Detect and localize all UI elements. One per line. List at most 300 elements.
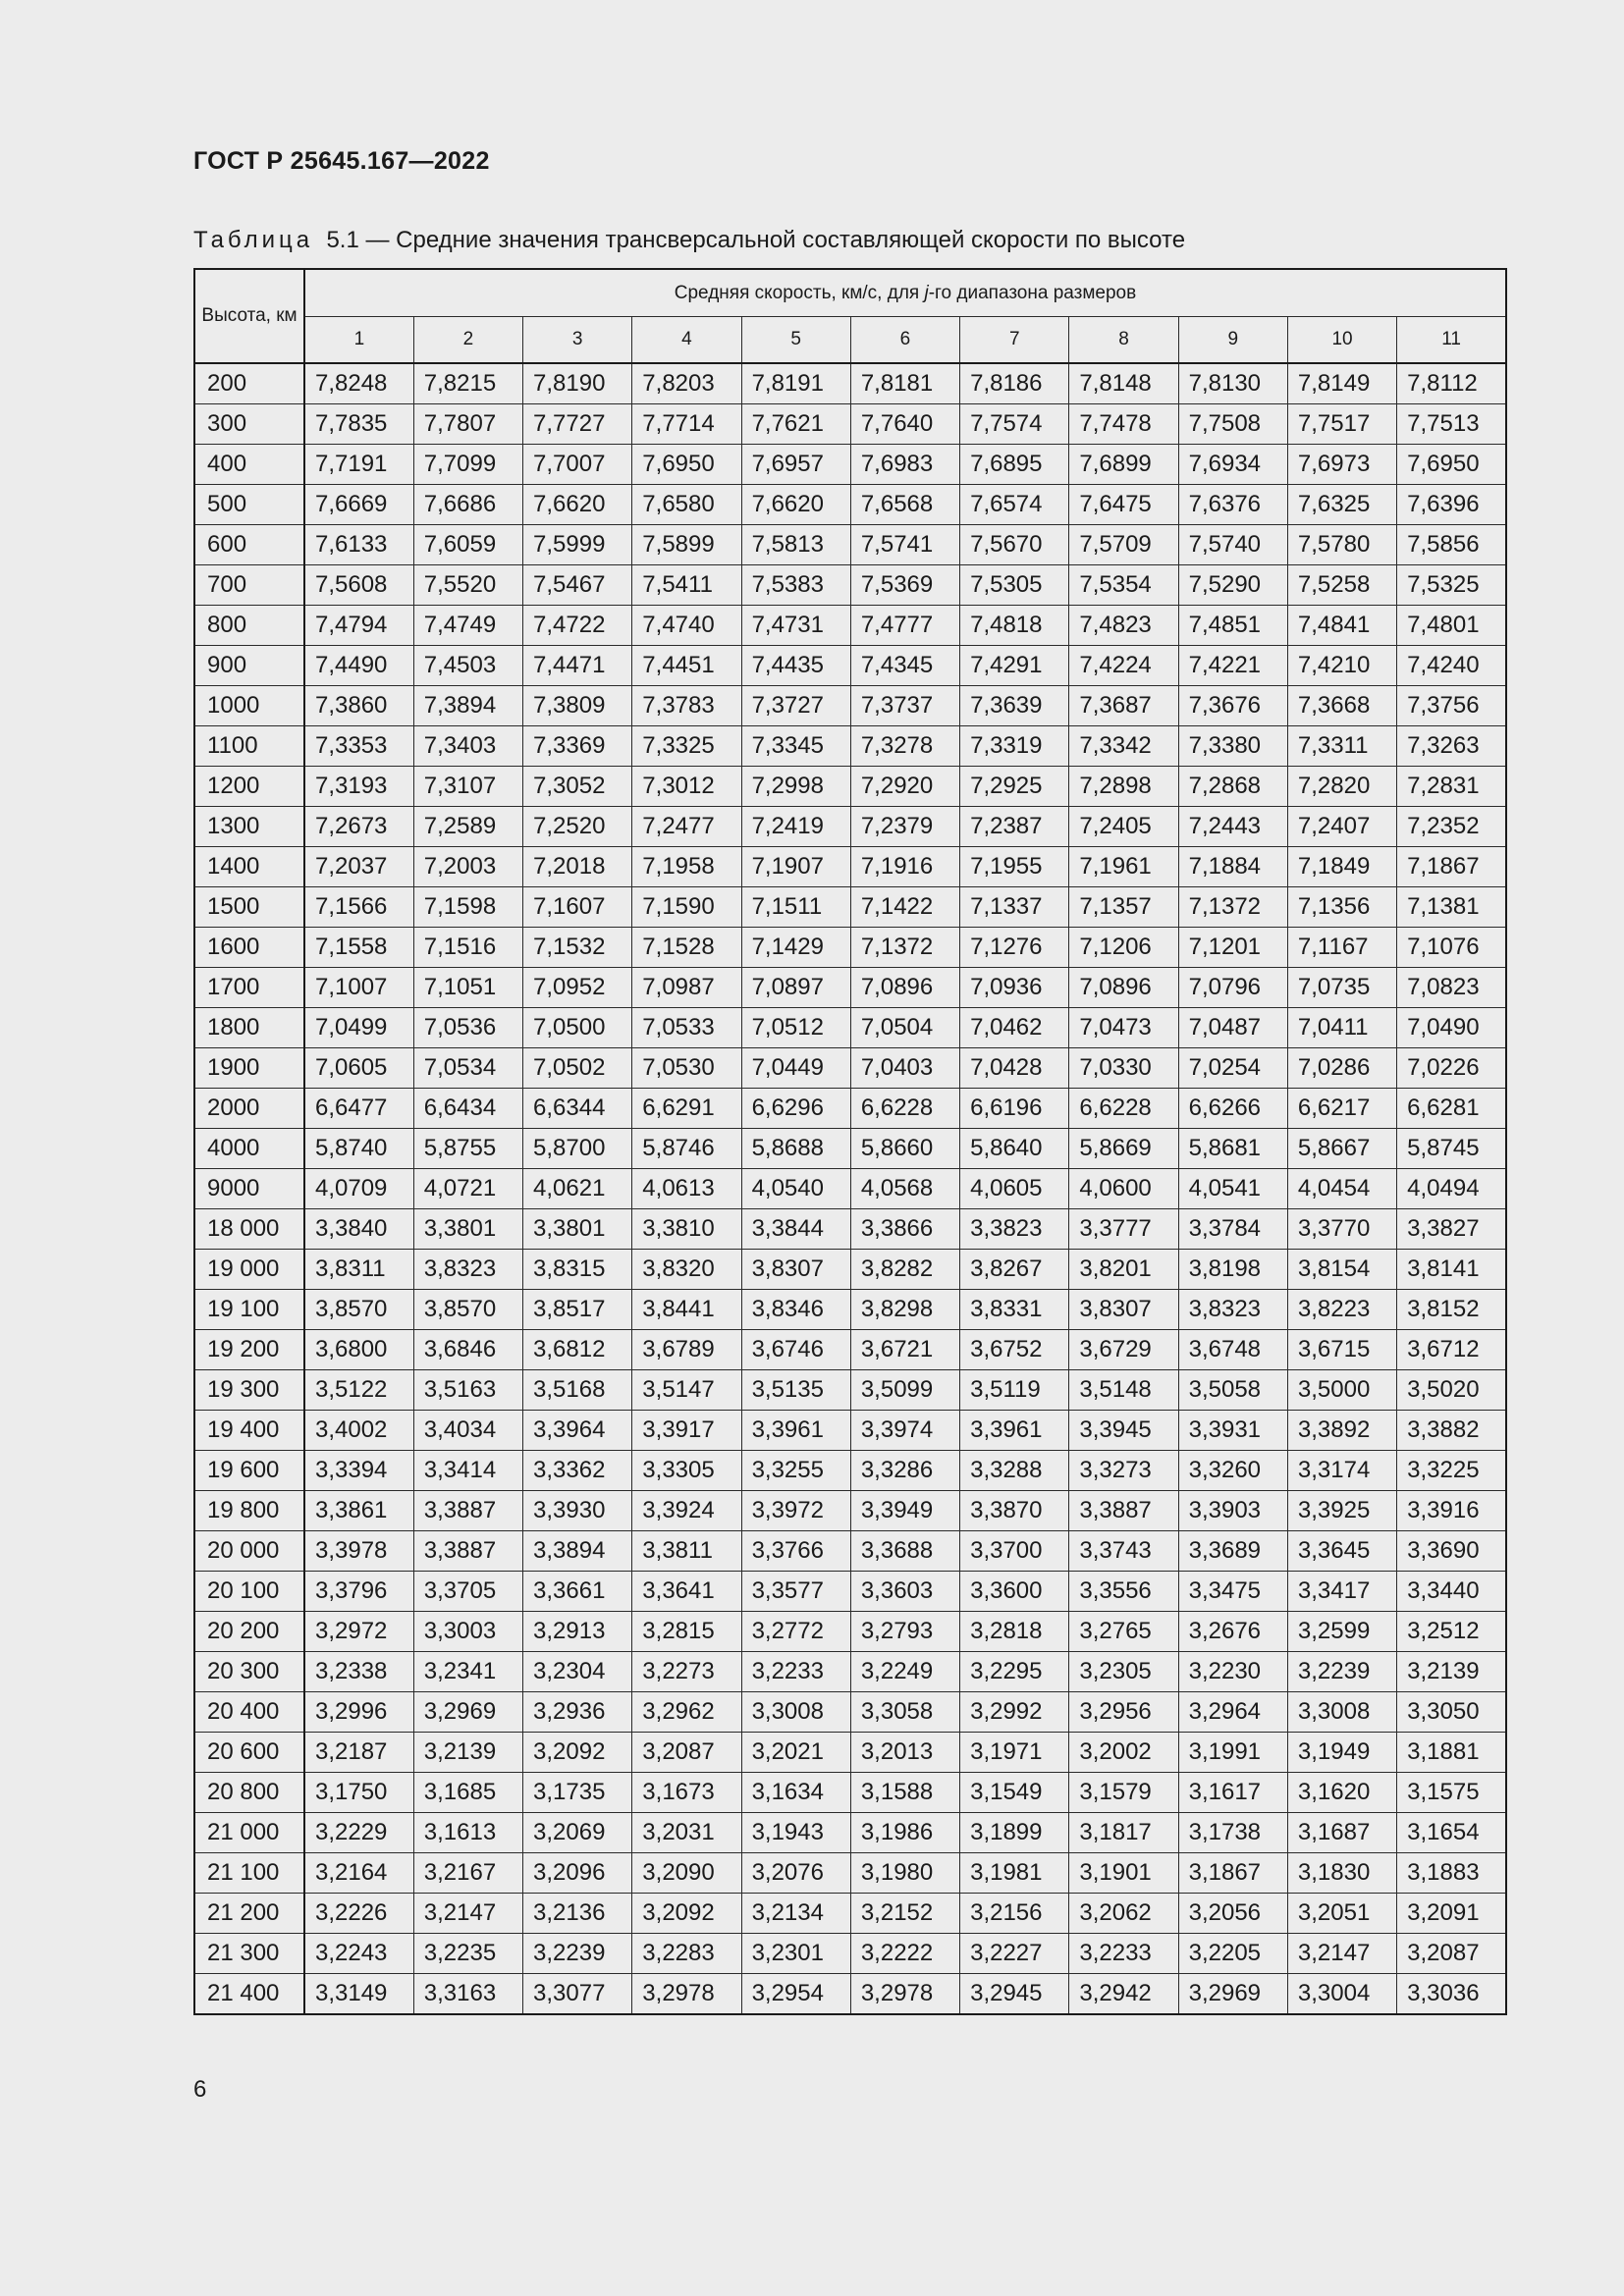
speed-cell: 7,5709 [1069,525,1178,565]
speed-cell: 7,4291 [960,646,1069,686]
altitude-cell: 800 [194,606,304,646]
speed-cell: 3,2978 [632,1974,741,2015]
speed-cell: 4,0709 [304,1169,413,1209]
speed-cell: 3,8282 [850,1250,959,1290]
speed-cell: 7,3687 [1069,686,1178,726]
speed-cell: 4,0494 [1397,1169,1506,1209]
speed-cell: 7,2443 [1178,807,1287,847]
speed-cell: 7,1511 [741,887,850,928]
speed-cell: 7,6325 [1287,485,1396,525]
speed-cell: 7,7714 [632,404,741,445]
speed-cell: 7,1528 [632,928,741,968]
altitude-cell: 700 [194,565,304,606]
speed-cell: 3,5119 [960,1370,1069,1411]
speed-cell: 3,2954 [741,1974,850,2015]
speed-cell: 7,3737 [850,686,959,726]
altitude-cell: 21 400 [194,1974,304,2015]
altitude-cell: 19 200 [194,1330,304,1370]
speed-cell: 7,6580 [632,485,741,525]
speed-cell: 7,2589 [413,807,522,847]
speed-cell: 3,1899 [960,1813,1069,1853]
speed-cell: 3,6748 [1178,1330,1287,1370]
speed-cell: 6,6344 [523,1089,632,1129]
speed-cell: 3,1620 [1287,1773,1396,1813]
speed-cell: 7,1867 [1397,847,1506,887]
altitude-cell: 9000 [194,1169,304,1209]
speed-cell: 6,6477 [304,1089,413,1129]
speed-cell: 3,2239 [1287,1652,1396,1692]
speed-cell: 5,8746 [632,1129,741,1169]
speed-cell: 3,3690 [1397,1531,1506,1572]
speed-cell: 7,3639 [960,686,1069,726]
speed-cell: 7,1558 [304,928,413,968]
speed-cell: 4,0541 [1178,1169,1287,1209]
speed-cell: 7,3809 [523,686,632,726]
speed-cell: 3,2233 [1069,1934,1178,1974]
speed-cell: 3,2599 [1287,1612,1396,1652]
speed-cell: 7,0487 [1178,1008,1287,1048]
speed-cell: 7,3342 [1069,726,1178,767]
speed-cell: 7,4490 [304,646,413,686]
speed-cell: 7,6669 [304,485,413,525]
speed-cell: 7,6895 [960,445,1069,485]
table-row [194,445,1506,485]
speed-cell: 7,0502 [523,1048,632,1089]
speed-cell: 3,5163 [413,1370,522,1411]
speed-cell: 7,0512 [741,1008,850,1048]
speed-cell: 7,0411 [1287,1008,1396,1048]
speed-cell: 3,1883 [1397,1853,1506,1894]
speed-cell: 3,1980 [850,1853,959,1894]
speed-cell: 7,7640 [850,404,959,445]
speed-cell: 3,4002 [304,1411,413,1451]
altitude-cell: 900 [194,646,304,686]
speed-cell: 3,3823 [960,1209,1069,1250]
speed-cell: 4,0621 [523,1169,632,1209]
speed-cell: 3,1575 [1397,1773,1506,1813]
speed-cell: 7,8203 [632,363,741,404]
speed-cell: 3,3972 [741,1491,850,1531]
speed-cell: 7,6957 [741,445,850,485]
speed-cell: 7,1849 [1287,847,1396,887]
speed-cell: 7,0536 [413,1008,522,1048]
speed-cell: 7,8215 [413,363,522,404]
speed-cell: 7,0605 [304,1048,413,1089]
speed-cell: 3,3255 [741,1451,850,1491]
speed-cell: 3,8298 [850,1290,959,1330]
table-row [194,1008,1506,1048]
altitude-cell: 19 000 [194,1250,304,1290]
speed-cell: 3,1881 [1397,1733,1506,1773]
speed-cell: 7,5411 [632,565,741,606]
altitude-cell: 200 [194,363,304,404]
speed-cell: 3,3810 [632,1209,741,1250]
speed-cell: 7,5354 [1069,565,1178,606]
speed-cell: 3,3903 [1178,1491,1287,1531]
speed-cell: 3,2229 [304,1813,413,1853]
speed-cell: 6,6296 [741,1089,850,1129]
speed-cell: 7,5670 [960,525,1069,565]
speed-cell: 7,4801 [1397,606,1506,646]
speed-cell: 3,2164 [304,1853,413,1894]
speed-cell: 7,0936 [960,968,1069,1008]
altitude-cell: 21 300 [194,1934,304,1974]
speed-cell: 7,3052 [523,767,632,807]
speed-cell: 3,3945 [1069,1411,1178,1451]
speed-cell: 3,3840 [304,1209,413,1250]
page-number: 6 [193,2076,207,2103]
speed-cell: 3,3003 [413,1612,522,1652]
speed-cell: 5,8688 [741,1129,850,1169]
speed-cell: 3,2226 [304,1894,413,1934]
speed-cell: 3,1687 [1287,1813,1396,1853]
column-header: 10 [1287,317,1396,364]
speed-cell: 3,2051 [1287,1894,1396,1934]
speed-cell: 3,2031 [632,1813,741,1853]
speed-cell: 3,2205 [1178,1934,1287,1974]
table-row [194,1330,1506,1370]
speed-cell: 3,2092 [632,1894,741,1934]
speed-cell: 3,2972 [304,1612,413,1652]
speed-cell: 7,6574 [960,485,1069,525]
speed-cell: 3,2091 [1397,1894,1506,1934]
speed-cell: 7,6620 [741,485,850,525]
table-row [194,1894,1506,1934]
speed-cell: 7,5520 [413,565,522,606]
speed-cell: 7,1167 [1287,928,1396,968]
speed-cell: 7,0530 [632,1048,741,1089]
speed-cell: 3,8517 [523,1290,632,1330]
speed-cell: 3,1867 [1178,1853,1287,1894]
altitude-cell: 19 800 [194,1491,304,1531]
speed-cell: 3,2243 [304,1934,413,1974]
speed-cell: 7,6899 [1069,445,1178,485]
speed-cell: 7,3369 [523,726,632,767]
speed-cell: 7,1051 [413,968,522,1008]
speed-cell: 7,1007 [304,968,413,1008]
speed-cell: 7,3676 [1178,686,1287,726]
speed-cell: 7,5608 [304,565,413,606]
speed-cell: 3,2969 [1178,1974,1287,2015]
speed-header [304,269,1506,317]
speed-cell: 3,2996 [304,1692,413,1733]
speed-cell: 3,6846 [413,1330,522,1370]
speed-cell: 7,2920 [850,767,959,807]
speed-cell: 3,2913 [523,1612,632,1652]
speed-cell: 3,3163 [413,1974,522,2015]
speed-cell: 7,6475 [1069,485,1178,525]
speed-cell: 3,5058 [1178,1370,1287,1411]
speed-cell: 6,6228 [850,1089,959,1129]
speed-cell: 3,3149 [304,1974,413,2015]
speed-cell: 3,3036 [1397,1974,1506,2015]
speed-cell: 3,2964 [1178,1692,1287,1733]
speed-cell: 3,3260 [1178,1451,1287,1491]
speed-cell: 7,7621 [741,404,850,445]
speed-cell: 4,0568 [850,1169,959,1209]
speed-cell: 7,4851 [1178,606,1287,646]
speed-cell: 7,0428 [960,1048,1069,1089]
altitude-cell: 19 300 [194,1370,304,1411]
altitude-cell: 2000 [194,1089,304,1129]
altitude-cell: 20 800 [194,1773,304,1813]
table-row [194,1209,1506,1250]
speed-cell: 5,8681 [1178,1129,1287,1169]
speed-cell: 7,5383 [741,565,850,606]
speed-cell: 7,7508 [1178,404,1287,445]
speed-header-after: -го диапазона размеров [928,282,1137,303]
speed-cell: 3,3949 [850,1491,959,1531]
speed-cell: 3,3050 [1397,1692,1506,1733]
speed-cell: 7,4731 [741,606,850,646]
speed-cell: 5,8700 [523,1129,632,1169]
speed-cell: 7,3319 [960,726,1069,767]
speed-cell: 7,4841 [1287,606,1396,646]
table-row [194,928,1506,968]
altitude-cell: 21 100 [194,1853,304,1894]
speed-cell: 7,3193 [304,767,413,807]
altitude-cell: 1800 [194,1008,304,1048]
speed-cell: 7,7513 [1397,404,1506,445]
speed-cell: 3,2942 [1069,1974,1178,2015]
speed-cell: 7,6950 [632,445,741,485]
speed-cell: 7,4435 [741,646,850,686]
speed-cell: 7,1422 [850,887,959,928]
speed-cell: 3,2152 [850,1894,959,1934]
speed-cell: 7,2379 [850,807,959,847]
speed-cell: 3,3844 [741,1209,850,1250]
speed-cell: 7,0286 [1287,1048,1396,1089]
speed-cell: 3,2305 [1069,1652,1178,1692]
speed-cell: 3,2139 [1397,1652,1506,1692]
speed-cell: 7,2831 [1397,767,1506,807]
altitude-cell: 20 100 [194,1572,304,1612]
speed-cell: 4,0600 [1069,1169,1178,1209]
column-header: 3 [523,317,632,364]
speed-cell: 7,3668 [1287,686,1396,726]
speed-cell: 7,5780 [1287,525,1396,565]
altitude-cell: 600 [194,525,304,565]
altitude-header: Высота, км [194,269,304,363]
speed-cell: 5,8640 [960,1129,1069,1169]
speed-cell: 7,8148 [1069,363,1178,404]
speed-cell: 3,2815 [632,1612,741,1652]
speed-cell: 7,3311 [1287,726,1396,767]
speed-cell: 3,3861 [304,1491,413,1531]
speed-cell: 7,4722 [523,606,632,646]
speed-cell: 3,2002 [1069,1733,1178,1773]
speed-cell: 7,3894 [413,686,522,726]
speed-cell: 7,6568 [850,485,959,525]
speed-cell: 3,3827 [1397,1209,1506,1250]
speed-cell: 6,6217 [1287,1089,1396,1129]
speed-cell: 3,1654 [1397,1813,1506,1853]
speed-cell: 5,8669 [1069,1129,1178,1169]
speed-cell: 3,2676 [1178,1612,1287,1652]
speed-cell: 3,8570 [413,1290,522,1330]
speed-cell: 3,8307 [1069,1290,1178,1330]
speed-cell: 7,7727 [523,404,632,445]
altitude-cell: 1300 [194,807,304,847]
speed-cell: 3,3689 [1178,1531,1287,1572]
speed-cell: 3,1588 [850,1773,959,1813]
altitude-cell: 500 [194,485,304,525]
column-header: 9 [1178,317,1287,364]
speed-cell: 3,3766 [741,1531,850,1572]
table-row [194,1572,1506,1612]
speed-cell: 7,6983 [850,445,959,485]
speed-cell: 7,7191 [304,445,413,485]
speed-cell: 3,8331 [960,1290,1069,1330]
speed-cell: 7,1337 [960,887,1069,928]
table-row [194,1652,1506,1692]
table-row [194,363,1506,404]
speed-cell: 3,3556 [1069,1572,1178,1612]
speed-cell: 3,6721 [850,1330,959,1370]
speed-cell: 3,2069 [523,1813,632,1853]
speed-cell: 3,2818 [960,1612,1069,1652]
table-row [194,767,1506,807]
speed-cell: 7,2898 [1069,767,1178,807]
speed-cell: 3,3770 [1287,1209,1396,1250]
speed-cell: 7,8112 [1397,363,1506,404]
speed-cell: 7,4240 [1397,646,1506,686]
speed-cell: 7,4740 [632,606,741,646]
speed-cell: 7,0504 [850,1008,959,1048]
speed-cell: 3,3784 [1178,1209,1287,1250]
speed-cell: 3,3288 [960,1451,1069,1491]
speed-cell: 7,1955 [960,847,1069,887]
speed-cell: 7,1607 [523,887,632,928]
speed-cell: 3,2013 [850,1733,959,1773]
speed-cell: 7,3107 [413,767,522,807]
speed-cell: 3,2076 [741,1853,850,1894]
speed-cell: 3,2765 [1069,1612,1178,1652]
speed-cell: 7,1276 [960,928,1069,968]
speed-table [193,268,1507,2015]
speed-cell: 6,6434 [413,1089,522,1129]
speed-cell: 3,1817 [1069,1813,1178,1853]
speed-cell: 3,3700 [960,1531,1069,1572]
speed-cell: 3,3305 [632,1451,741,1491]
speed-cell: 7,7574 [960,404,1069,445]
speed-cell: 3,2167 [413,1853,522,1894]
speed-cell: 3,3974 [850,1411,959,1451]
speed-cell: 7,6973 [1287,445,1396,485]
altitude-cell: 300 [194,404,304,445]
speed-cell: 7,2405 [1069,807,1178,847]
speed-cell: 3,1738 [1178,1813,1287,1853]
speed-cell: 7,2820 [1287,767,1396,807]
speed-cell: 7,4345 [850,646,959,686]
speed-cell: 3,3801 [523,1209,632,1250]
table-body [194,363,1506,2014]
speed-cell: 3,2512 [1397,1612,1506,1652]
speed-cell: 3,3417 [1287,1572,1396,1612]
speed-cell: 3,1579 [1069,1773,1178,1813]
column-header: 5 [741,317,850,364]
speed-cell: 3,2092 [523,1733,632,1773]
speed-cell: 6,6228 [1069,1089,1178,1129]
speed-cell: 6,6266 [1178,1089,1287,1129]
altitude-cell: 1900 [194,1048,304,1089]
speed-cell: 7,6950 [1397,445,1506,485]
altitude-cell: 19 100 [194,1290,304,1330]
document-header: ГОСТ Р 25645.167—2022 [193,147,490,175]
speed-cell: 7,7007 [523,445,632,485]
speed-cell: 7,8248 [304,363,413,404]
speed-cell: 7,1206 [1069,928,1178,968]
speed-cell: 3,8570 [304,1290,413,1330]
speed-cell: 7,0254 [1178,1048,1287,1089]
speed-cell: 7,5467 [523,565,632,606]
speed-cell: 3,8315 [523,1250,632,1290]
speed-cell: 7,1429 [741,928,850,968]
speed-cell: 3,8441 [632,1290,741,1330]
column-header: 1 [304,317,413,364]
speed-cell: 3,2772 [741,1612,850,1652]
speed-cell: 7,2003 [413,847,522,887]
speed-cell: 3,2956 [1069,1692,1178,1733]
speed-cell: 3,2338 [304,1652,413,1692]
speed-cell: 7,3263 [1397,726,1506,767]
speed-cell: 3,2062 [1069,1894,1178,1934]
speed-cell: 3,3978 [304,1531,413,1572]
table-row [194,1290,1506,1330]
speed-cell: 5,8755 [413,1129,522,1169]
speed-cell: 7,3278 [850,726,959,767]
speed-cell: 3,3870 [960,1491,1069,1531]
altitude-cell: 1200 [194,767,304,807]
table-row [194,1250,1506,1290]
table-row [194,726,1506,767]
speed-cell: 3,8323 [413,1250,522,1290]
speed-cell: 3,2147 [1287,1934,1396,1974]
table-row [194,1531,1506,1572]
speed-cell: 3,3645 [1287,1531,1396,1572]
speed-cell: 3,8307 [741,1250,850,1290]
speed-cell: 7,2387 [960,807,1069,847]
speed-cell: 5,8667 [1287,1129,1396,1169]
table-row [194,646,1506,686]
speed-cell: 3,3894 [523,1531,632,1572]
speed-cell: 3,3286 [850,1451,959,1491]
speed-cell: 7,0896 [850,968,959,1008]
table-row [194,1451,1506,1491]
speed-cell: 3,3887 [413,1491,522,1531]
speed-cell: 7,5899 [632,525,741,565]
speed-cell: 7,2018 [523,847,632,887]
speed-cell: 7,4794 [304,606,413,646]
column-header: 4 [632,317,741,364]
speed-cell: 3,2969 [413,1692,522,1733]
speed-cell: 3,8198 [1178,1250,1287,1290]
speed-cell: 7,0226 [1397,1048,1506,1089]
speed-cell: 7,1590 [632,887,741,928]
table-row [194,1048,1506,1089]
speed-cell: 5,8745 [1397,1129,1506,1169]
speed-cell: 3,2962 [632,1692,741,1733]
speed-cell: 3,5000 [1287,1370,1396,1411]
speed-cell: 3,6712 [1397,1330,1506,1370]
altitude-cell: 1600 [194,928,304,968]
speed-cell: 3,8311 [304,1250,413,1290]
speed-cell: 7,8149 [1287,363,1396,404]
speed-cell: 5,8740 [304,1129,413,1169]
speed-cell: 7,3783 [632,686,741,726]
speed-cell: 7,3012 [632,767,741,807]
table-row [194,968,1506,1008]
